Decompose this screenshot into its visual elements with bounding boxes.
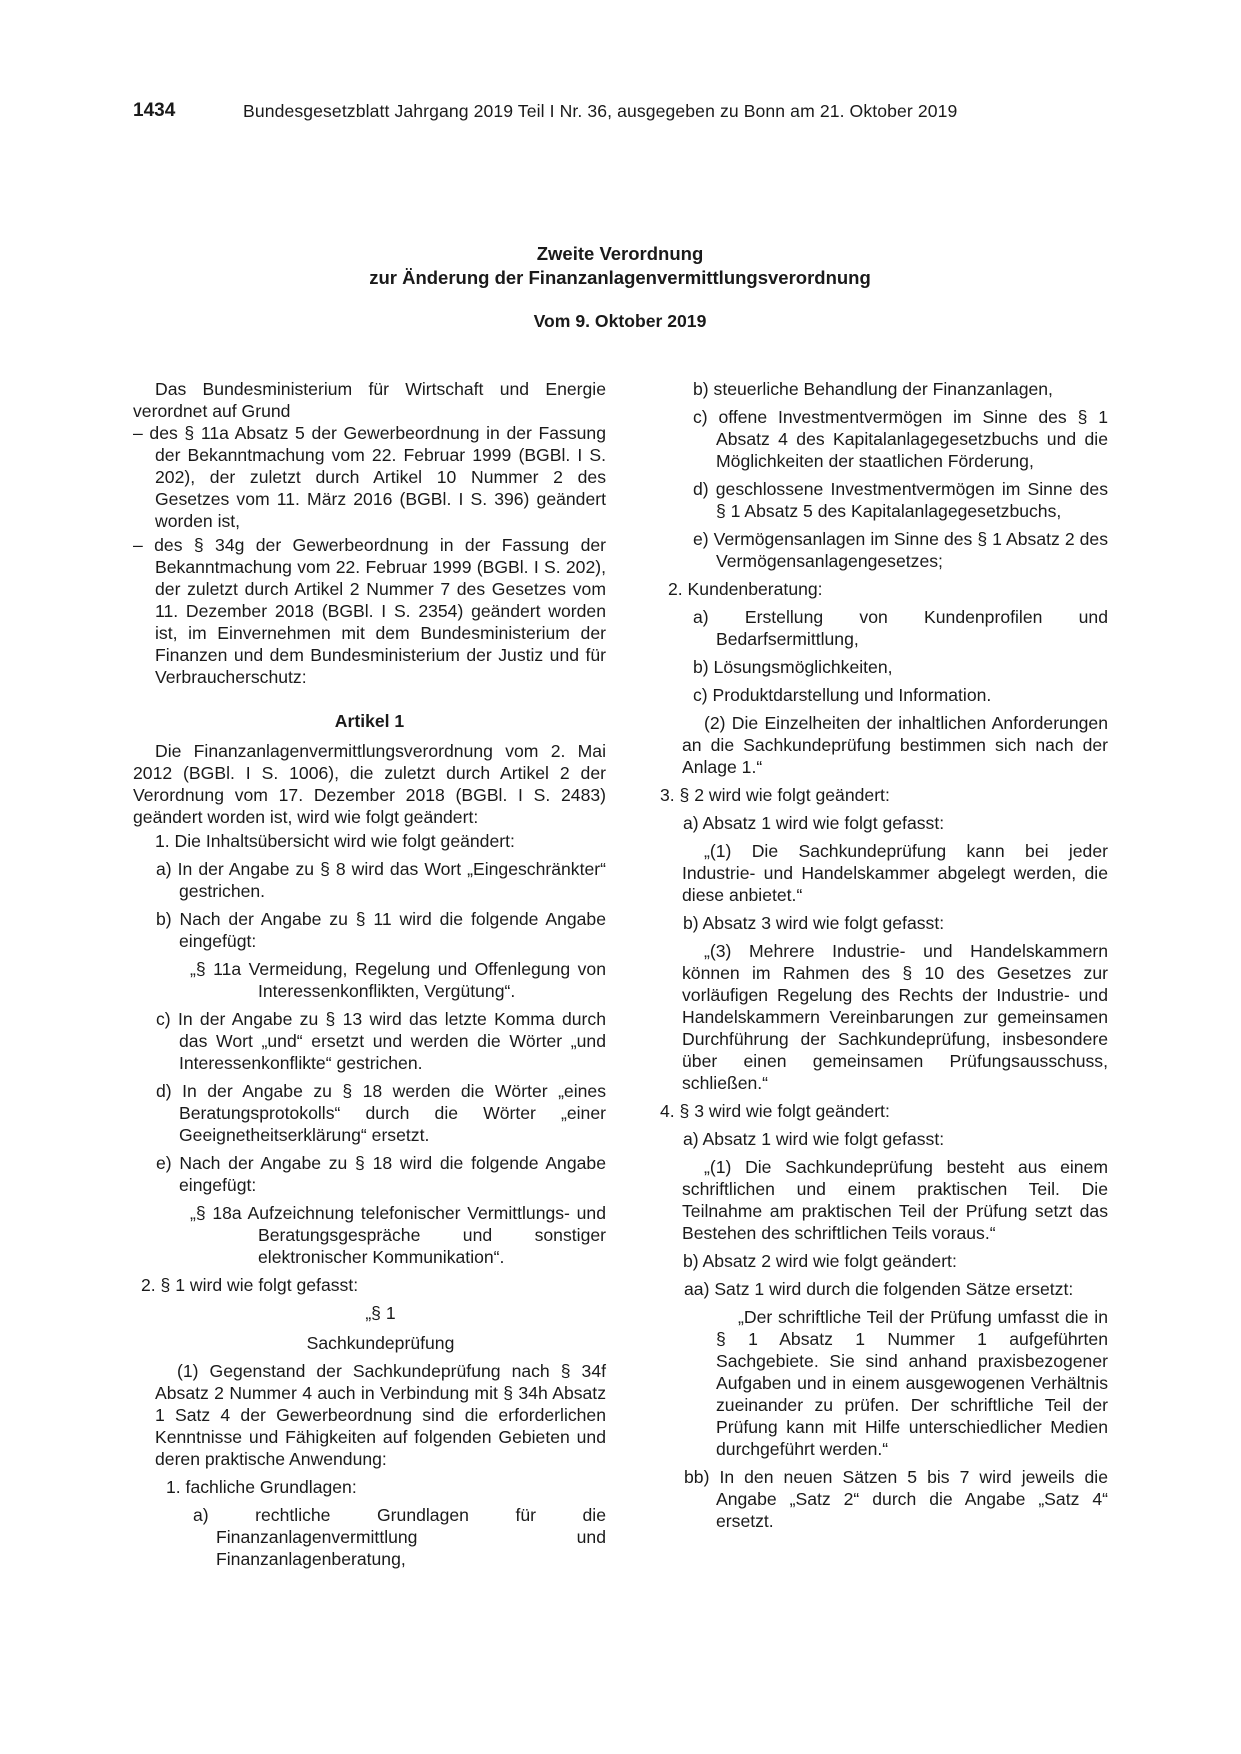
list-item-2c: c) Produktdarstellung und Information.: [693, 685, 992, 705]
item-4: 4. § 3 wird wie folgt geändert:: [660, 1101, 890, 1121]
item-4a: a) Absatz 1 wird wie folgt gefasst:: [683, 1129, 945, 1149]
item-2: 2. § 1 wird wie folgt gefasst:: [141, 1275, 359, 1295]
list-item-1e: e) Vermögensanlagen im Sinne des § 1 Absatz 2 des Vermögensanlagengesetzes;: [693, 529, 1108, 571]
legal-basis-2: – des § 34g der Gewerbeordnung in der Fassung der Bekanntmachung vom 22. Februar 1999 (BGBl. I S. 202), der zuletzt durch Artikel 2 Nummer 7 des Gesetzes vom 11. Dezember 2018 (BGBl. I S. 2354) geändert worden ist, im Einvernehmen mit dem Bundesministerium der Finanzen und dem Bundesministerium der Justiz und für Verbraucherschutz:: [133, 535, 606, 687]
list-item-1c: c) offene Investmentvermögen im Sinne des § 1 Absatz 4 des Kapitalanlagegesetzbuchs und die Möglichkeiten der staatlichen Förderung,: [693, 407, 1108, 471]
item-4b-aa: aa) Satz 1 wird durch die folgenden Sätze ersetzt:: [684, 1279, 1074, 1299]
item-1: 1. Die Inhaltsübersicht wird wie folgt geändert:: [155, 831, 515, 851]
paragraph-1: (1) Gegenstand der Sachkundeprüfung nach § 34f Absatz 2 Nummer 4 auch in Verbindung mit § 34h Absatz 1 Satz 4 der Gewerbeordnung sind die erforderlichen Kenntnisse und Fähigkeiten auf folgenden Gebieten und deren praktische Anwendung:: [155, 1361, 606, 1469]
item-3: 3. § 2 wird wie folgt geändert:: [660, 785, 890, 805]
item-1a: a) In der Angabe zu § 8 wird das Wort „Eingeschränkter“ gestrichen.: [156, 859, 606, 901]
document-title: [133, 242, 1107, 290]
item-1b-quote: „§ 11a Vermeidung, Regelung und Offenlegung von Interessenkonflikten, Vergütung“.: [190, 959, 606, 1001]
legal-basis-1: – des § 11a Absatz 5 der Gewerbeordnung in der Fassung der Bekanntmachung vom 22. Februar 1999 (BGBl. I S. 202), der zuletzt durch Artikel 10 Nummer 2 des Gesetzes vom 11. März 2016 (BGBl. I S. 396) geändert worden ist,: [133, 423, 606, 531]
article-intro: Die Finanzanlagenvermittlungsverordnung vom 2. Mai 2012 (BGBl. I S. 1006), die zuletzt durch Artikel 2 der Verordnung vom 17. Dezember 2018 (BGBl. I S. 2483) geändert worden ist, wird wie folgt geändert:: [133, 741, 606, 827]
running-head: Bundesgesetzblatt Jahrgang 2019 Teil I Nr. 36, ausgegeben zu Bonn am 21. Oktober 2019: [243, 101, 958, 121]
title-line-1: Zweite Verordnung: [536, 243, 704, 264]
item-1d: d) In der Angabe zu § 18 werden die Wörter „eines Beratungsprotokolls“ durch die Wörter „einer Geeignetheitserklärung“ ersetzt.: [156, 1081, 606, 1145]
item-4a-quote: „(1) Die Sachkundeprüfung besteht aus einem schriftlichen und einem praktischen Teil. Die Teilnahme am praktischen Teil der Prüfung setzt das Bestehen des schriftlichen Teils voraus.“: [682, 1157, 1108, 1243]
list-item-1d: d) geschlossene Investmentvermögen im Sinne des § 1 Absatz 5 des Kapitalanlagegesetzbuchs,: [693, 479, 1108, 521]
item-4b-bb: bb) In den neuen Sätzen 5 bis 7 wird jeweils die Angabe „Satz 2“ durch die Angabe „Satz 4“ ersetzt.: [684, 1467, 1108, 1531]
left-column: [133, 378, 606, 1570]
article-heading: Artikel 1: [334, 711, 405, 731]
document-date: Vom 9. Oktober 2019: [533, 311, 707, 331]
item-1e-quote: „§ 18a Aufzeichnung telefonischer Vermittlungs- und Beratungsgespräche und sonstiger elektronischer Kommunikation“.: [190, 1203, 606, 1267]
page-number: 1434: [133, 100, 176, 121]
title-line-2: zur Änderung der Finanzanlagenvermittlungsverordnung: [369, 267, 871, 288]
right-column: [660, 378, 1108, 1532]
page-header: [133, 100, 1113, 126]
list-item-2: 2. Kundenberatung:: [668, 579, 823, 599]
item-3a-quote: „(1) Die Sachkundeprüfung kann bei jeder Industrie- und Handelskammer abgelegt werden, die diese anbietet.“: [682, 841, 1108, 905]
section-number: „§ 1: [365, 1303, 396, 1323]
item-1c: c) In der Angabe zu § 13 wird das letzte Komma durch das Wort „und“ ersetzt und werden die Wörter „und Interessenkonflikte“ gestrichen.: [156, 1009, 606, 1073]
item-4b: b) Absatz 2 wird wie folgt geändert:: [683, 1251, 957, 1271]
intro-paragraph: Das Bundesministerium für Wirtschaft und Energie verordnet auf Grund: [133, 379, 606, 421]
paragraph-2: (2) Die Einzelheiten der inhaltlichen Anforderungen an die Sachkundeprüfung bestimmen sich nach der Anlage 1.“: [682, 713, 1108, 777]
list-item-2a: a) Erstellung von Kundenprofilen und Bedarfsermittlung,: [693, 607, 1108, 649]
section-title: Sachkundeprüfung: [306, 1333, 455, 1353]
item-3b-quote: „(3) Mehrere Industrie- und Handelskammern können im Rahmen des § 10 des Gesetzes zur vorläufigen Regelung des Rechts der Industrie- und Handelskammern Vereinbarungen zur gemeinsamen Durchführung der Sachkundeprüfung, insbesondere über einen gemeinsamen Prüfungsausschuss, schließen.“: [682, 941, 1108, 1093]
item-3a: a) Absatz 1 wird wie folgt gefasst:: [683, 813, 945, 833]
item-1b: b) Nach der Angabe zu § 11 wird die folgende Angabe eingefügt:: [156, 909, 606, 951]
item-3b: b) Absatz 3 wird wie folgt gefasst:: [683, 913, 945, 933]
item-4b-aa-quote: „Der schriftliche Teil der Prüfung umfasst die in § 1 Absatz 1 Nummer 1 aufgeführten Sachgebiete. Sie sind anhand praxisbezogener Aufgaben und in einem ausgewogenen Verhältnis zueinander zu prüfen. Der schriftliche Teil der Prüfung kann mit Hilfe unterschiedlicher Medien durchgeführt werden.“: [716, 1307, 1108, 1459]
item-1e: e) Nach der Angabe zu § 18 wird die folgende Angabe eingefügt:: [156, 1153, 606, 1195]
list-item-1a: a) rechtliche Grundlagen für die Finanzanlagenvermittlung und Finanzanlagenberatung,: [193, 1505, 606, 1569]
list-item-2b: b) Lösungsmöglichkeiten,: [693, 657, 893, 677]
list-item-1: 1. fachliche Grundlagen:: [166, 1477, 357, 1497]
list-item-1b: b) steuerliche Behandlung der Finanzanlagen,: [693, 379, 1053, 399]
